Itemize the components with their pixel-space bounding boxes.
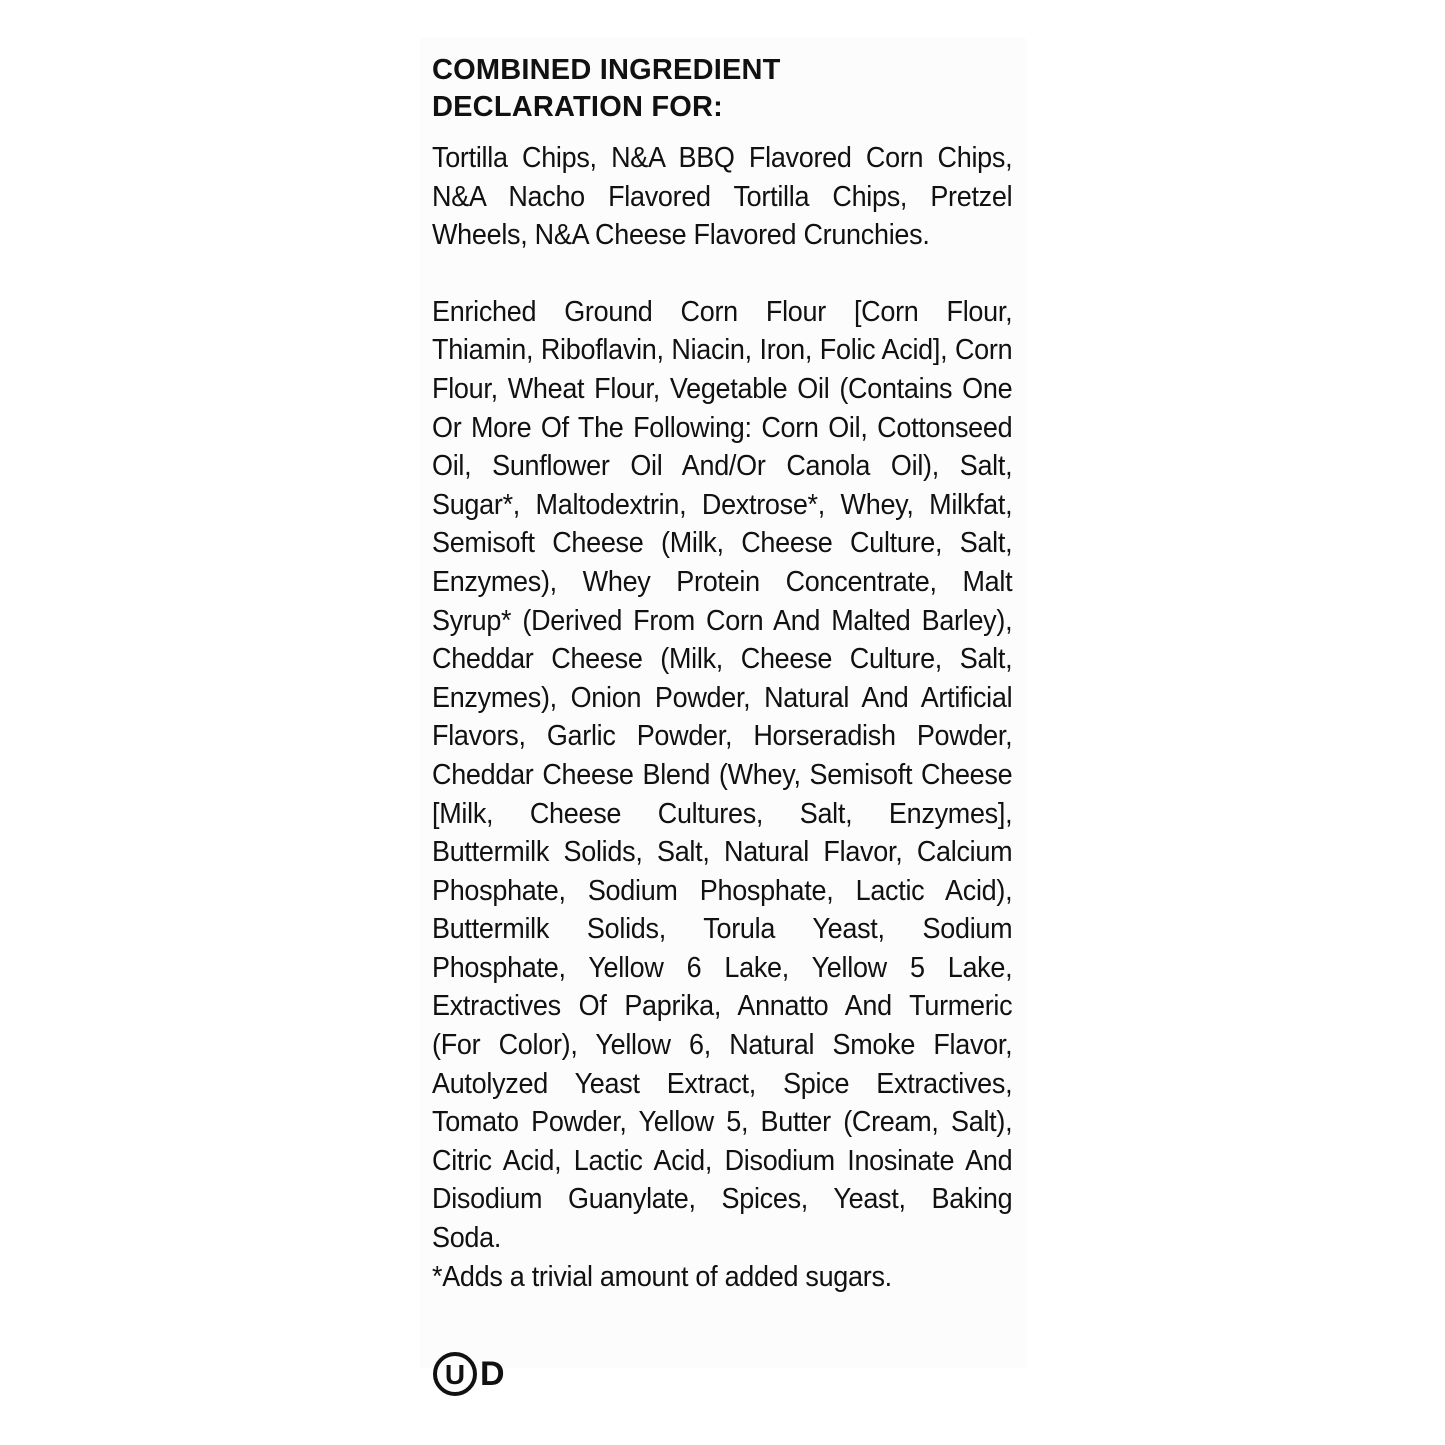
product-list: Tortilla Chips, N&A BBQ Flavored Corn Chips, N&A Nacho Flavored Tortilla Chips, Pretzel Wheels, N&A Cheese Flavored Crunchies. [432, 142, 1013, 252]
sugar-footnote: *Adds a trivial amount of added sugars. [432, 1260, 892, 1293]
heading-line-2: DECLARATION FOR: [432, 91, 724, 123]
ou-kosher-icon [432, 1351, 478, 1397]
heading-line-1: COMBINED INGREDIENT [432, 54, 781, 86]
ingredient-label [432, 52, 1012, 1296]
ingredients-list: Enriched Ground Corn Flour [Corn Flour, Thiamin, Riboflavin, Niacin, Iron, Folic Acid], Corn Flour, Wheat Flour, Vegetable Oil (Contains One Or More Of The Following: Corn Oil, Cottonseed Oil, Sunflower Oil And/Or Canola Oil), Salt, Sugar*, Maltodextrin, Dextrose*, Whey, Milkfat, Semisoft Cheese (Milk, Cheese Culture, Salt, Enzymes), Whey Protein Concentrate, Malt Syrup* (Derived From Corn And Malted Barley), Cheddar Cheese (Milk, Cheese Culture, Salt, Enzymes), Onion Powder, Natural And Artificial Flavors, Garlic Powder, Horseradish Powder, Cheddar Cheese Blend (Whey, Semisoft Cheese [Milk, Cheese Cultures, Salt, Enzymes], Buttermilk Solids, Salt, Natural Flavor, Calcium Phosphate, Sodium Phosphate, Lactic Acid), Buttermilk Solids, Torula Yeast, Sodium Phosphate, Yellow 6 Lake, Yellow 5 Lake, Extractives Of Paprika, Annatto And Turmeric (For Color), Yellow 6, Natural Smoke Flavor, Autolyzed Yeast Extract, Spice Extractives, Tomato Powder, Yellow 5, Butter (Cream, Salt), Citric Acid, Lactic Acid, Disodium Inosinate And Disodium Guanylate, Spices, Yeast, Baking Soda. [432, 295, 1013, 1255]
kosher-certification [432, 1352, 505, 1396]
ou-letter: U [444, 1359, 466, 1390]
dairy-designation: D [480, 1355, 505, 1393]
label-heading [432, 52, 1012, 126]
